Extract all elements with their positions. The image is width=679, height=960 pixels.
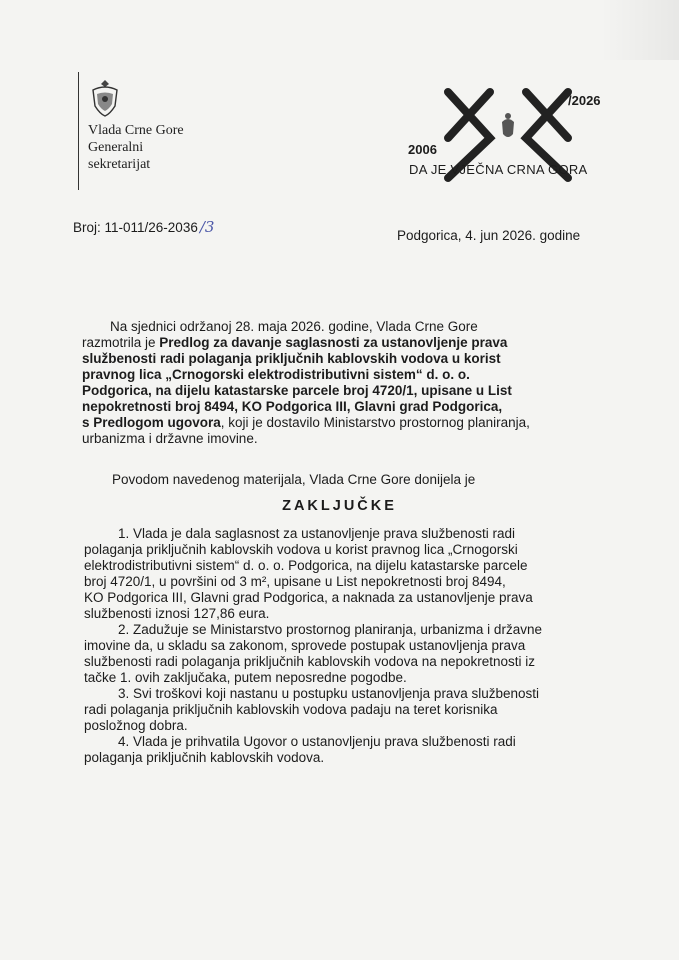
intro-line bbox=[82, 335, 610, 351]
header-divider bbox=[78, 72, 79, 190]
logo-year-end: /2026 bbox=[568, 93, 601, 108]
intro-text: , koji je dostavilo Ministarstvo prostornog planiranja, bbox=[220, 415, 530, 430]
intro-line: Na sjednici održanoj 28. maja 2026. godine, Vlada Crne Gore bbox=[110, 319, 478, 334]
logo-motto: DA JE VJEČNA CRNA GORA bbox=[409, 162, 588, 177]
conclusion-line: polaganja priključnih kablovskih vodova u korist pravnog lica „Crnogorski bbox=[84, 542, 518, 557]
intro-paragraph bbox=[82, 319, 610, 447]
reference-number bbox=[73, 218, 214, 236]
scan-shadow bbox=[600, 0, 679, 60]
reference-number-text: Broj: 11-011/26-2036 bbox=[73, 220, 198, 235]
conclusion-line: službenosti iznosi 127,86 eura. bbox=[84, 606, 270, 621]
conclusion-line: 3. Svi troškovi koji nastanu u postupku ustanovljenja prava službenosti bbox=[118, 686, 539, 701]
conclusion-line: polaganja priključnih kablovskih vodova. bbox=[84, 750, 325, 765]
organization-name bbox=[88, 122, 184, 173]
place-date: Podgorica, 4. jun 2026. godine bbox=[397, 228, 581, 243]
conclusion-line: broj 4720/1, u površini od 3 m², upisane u List nepokretnosti broj 8494, bbox=[84, 574, 506, 589]
conclusion-line: službenosti radi polaganja priključnih kablovskih vodova na nepokretnosti iz bbox=[84, 654, 536, 669]
org-line: sekretarijat bbox=[88, 157, 151, 172]
intro-bold-text: s Predlogom ugovora bbox=[82, 415, 221, 430]
conclusions-list bbox=[84, 526, 608, 766]
intro-line: nepokretnosti broj 8494, KO Podgorica III, Glavni grad Podgorica, bbox=[82, 399, 503, 414]
conclusion-line: KO Podgorica III, Glavni grad Podgorica, a naknada za ustanovljenje prava bbox=[84, 590, 533, 605]
intro-line bbox=[82, 415, 610, 431]
intro-text: razmotrila je bbox=[82, 335, 160, 350]
logo-year-start: 2006 bbox=[408, 142, 437, 157]
conclusion-line: 2. Zadužuje se Ministarstvo prostornog planiranja, urbanizma i državne bbox=[118, 622, 542, 637]
conclusions-heading: ZAKLJUČKE bbox=[282, 498, 397, 514]
intro-line: Podgorica, na dijelu katastarske parcele broj 4720/1, upisane u List bbox=[82, 383, 512, 398]
conclusion-line: tačke 1. ovih zaključaka, putem neposredne pogodbe. bbox=[84, 670, 407, 685]
coat-of-arms-icon bbox=[88, 78, 122, 118]
conclusion-line: imovine da, u skladu sa zakonom, sprovede postupak ustanovljenja prava bbox=[84, 638, 526, 653]
conclusion-line: 1. Vlada je dala saglasnost za ustanovljenje prava službenosti radi bbox=[118, 526, 515, 541]
intro-line: urbanizma i državne imovine. bbox=[82, 431, 258, 446]
conclusion-line: 4. Vlada je prihvatila Ugovor o ustanovljenju prava službenosti radi bbox=[118, 734, 516, 749]
org-line: Vlada Crne Gore bbox=[88, 123, 184, 138]
org-line: Generalni bbox=[88, 140, 144, 155]
intro-bold-text: Predlog za davanje saglasnosti za ustanovljenje prava bbox=[159, 335, 508, 350]
intro-line: pravnog lica „Crnogorski elektrodistributivni sistem“ d. o. o. bbox=[82, 367, 470, 382]
conclusion-line: posložnog dobra. bbox=[84, 718, 188, 733]
conclusion-line: radi polaganja priključnih kablovskih vodova padaju na teret korisnika bbox=[84, 702, 498, 717]
intro-line: službenosti radi polaganja priključnih kablovskih vodova u korist bbox=[82, 351, 501, 366]
decision-statement: Povodom navedenog materijala, Vlada Crne Gore donijela je bbox=[112, 472, 476, 487]
handwritten-mark: /3 bbox=[199, 218, 215, 236]
conclusion-line: elektrodistributivni sistem“ d. o. o. Podgorica, na dijelu katastarske parcele bbox=[84, 558, 528, 573]
